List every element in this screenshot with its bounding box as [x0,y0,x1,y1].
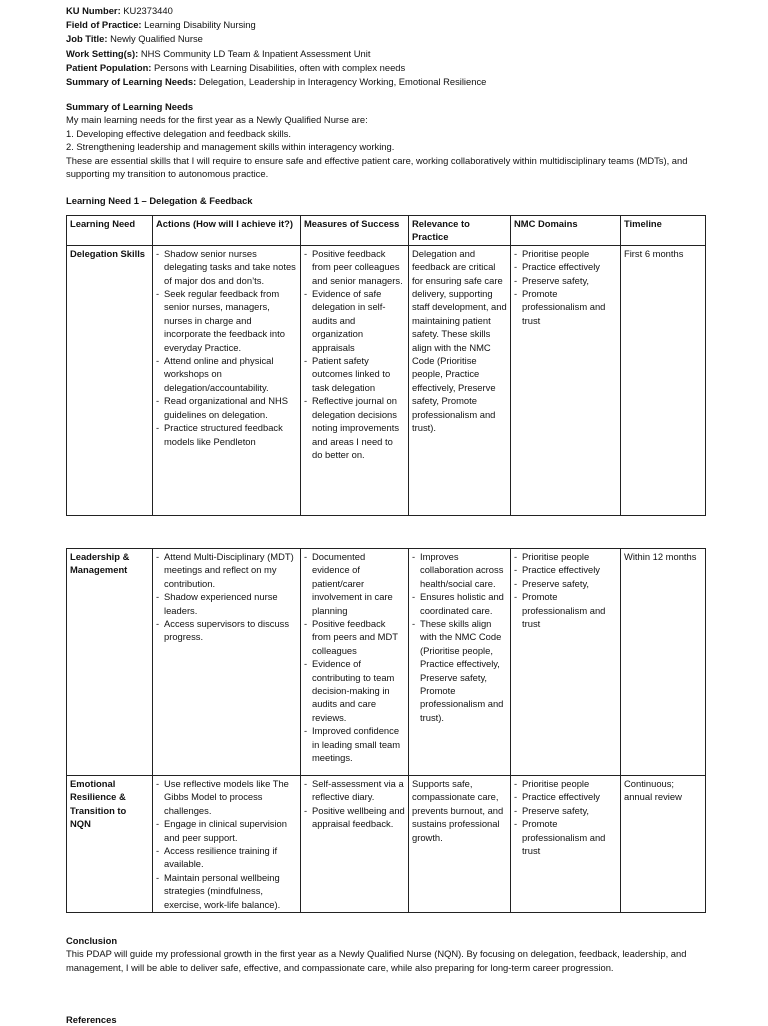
list-item: - Practice structured feedback models like Pendleton [156,421,297,448]
need1-heading: Learning Need 1 – Delegation & Feedback [66,195,253,206]
relevance-cell [409,549,511,776]
population-line: Patient Population: Persons with Learning Disabilities, often with complex needs [66,61,406,73]
list-item: - Reflective journal on delegation decisions noting improvements and areas I need to do better on. [304,394,405,461]
table-row [67,245,706,515]
timeline-cell: Within 12 months [621,549,706,776]
list-item: - Practice effectively [514,790,617,803]
col-header-need: Learning Need [67,216,153,246]
conclusion-heading: Conclusion [66,935,118,946]
bullet-list [514,777,617,857]
nmc-cell [511,245,621,515]
nmc-cell [511,776,621,913]
summary-item-1: 1. Developing effective delegation and feedback skills. [66,127,291,139]
list-item: - Positive wellbeing and appraisal feedback. [304,804,405,831]
conclusion-text: This PDAP will guide my professional growth in the first year as a Newly Qualified Nurse (NQN). By focusing on delegation, feedback, leadership, and management, I will be able to deliver safe, effective, and compassionate care, while also preparing for long-term career progression. [66,948,687,973]
references-heading: References [66,1014,117,1025]
field-line: Field of Practice: Learning Disability Nursing [66,19,256,31]
list-item: - Seek regular feedback from senior nurses, managers, nurses in charge and incorporate the feedback into everyday Practice. [156,287,297,354]
bullet-list [156,777,297,911]
list-item: - Engage in clinical supervision and peer support. [156,817,297,844]
list-item: - Shadow experienced nurse leaders. [156,590,297,617]
bullet-list [304,247,405,462]
list-item: - Positive feedback from peers and MDT colleagues [304,617,405,657]
list-item: - Attend online and physical workshops on delegation/accountability. [156,354,297,394]
bullet-list [412,550,507,724]
col-header-measures: Measures of Success [301,216,409,246]
list-item: - Promote professionalism and trust [514,287,617,327]
list-item: - Maintain personal wellbeing strategies (mindfulness, exercise, work-life balance). [156,871,297,911]
list-item: - Prioritise people [514,777,617,790]
job-title-line: Job Title: Newly Qualified Nurse [66,33,203,45]
table-header-row [67,216,706,246]
list-item: - Access resilience training if available. [156,844,297,871]
need-cell: Leadership & Management [67,549,153,776]
list-item: - Improved confidence in leading small team meetings. [304,724,405,764]
table-row [67,776,706,913]
timeline-cell: First 6 months [621,245,706,515]
list-item: - Preserve safety, [514,804,617,817]
actions-cell [153,776,301,913]
col-header-actions: Actions (How will I achieve it?) [153,216,301,246]
list-item: - Evidence of safe delegation in self-audits and organization appraisals [304,287,405,354]
ku-number-line: KU Number: KU2373440 [66,5,173,16]
timeline-cell: Continuous; annual review [621,776,706,913]
list-item: - Use reflective models like The Gibbs Model to process challenges. [156,777,297,817]
list-item: - Positive feedback from peer colleagues and senior managers. [304,247,405,287]
conclusion-section [66,934,706,974]
list-item: - Improves collaboration across health/social care. [412,550,507,590]
list-item: - Practice effectively [514,260,617,273]
list-item: - Read organizational and NHS guidelines on delegation. [156,394,297,421]
list-item: - Access supervisors to discuss progress. [156,617,297,644]
bullet-list [304,550,405,765]
summary-heading: Summary of Learning Needs [66,101,194,112]
list-item: - Documented evidence of patient/carer involvement in care planning [304,550,405,617]
measures-cell [301,776,409,913]
relevance-cell: Supports safe, compassionate care, prevents burnout, and sustains professional growth. [409,776,511,913]
list-item: - Preserve safety, [514,577,617,590]
list-item: - Self-assessment via a reflective diary. [304,777,405,804]
list-item: - Promote professionalism and trust [514,590,617,630]
list-item: - Practice effectively [514,563,617,576]
actions-cell [153,245,301,515]
bullet-list [156,550,297,644]
list-item: - Evidence of contributing to team decision-making in audits and care reviews. [304,657,405,724]
list-item: - Prioritise people [514,550,617,563]
list-item: - Ensures holistic and coordinated care. [412,590,507,617]
col-header-nmc: NMC Domains [511,216,621,246]
list-item: - Promote professionalism and trust [514,817,617,857]
bullet-list [156,247,297,448]
bullet-list [514,550,617,630]
summary-intro: My main learning needs for the first year as a Newly Qualified Nurse are: [66,114,368,126]
learning-needs-table-2 [66,548,706,913]
nmc-cell [511,549,621,776]
measures-cell [301,549,409,776]
list-item: - Shadow senior nurses delegating tasks and take notes of major dos and don’ts. [156,247,297,287]
summary-closing: These are essential skills that I will require to ensure safe and effective patient care, working collaboratively within multidisciplinary teams (MDTs), and supporting my transition to autonomous practice. [66,154,688,180]
need-cell: Delegation Skills [67,245,153,515]
measures-cell [301,245,409,515]
list-item: - Prioritise people [514,247,617,260]
list-item: - Attend Multi-Disciplinary (MDT) meetings and reflect on my contribution. [156,550,297,590]
actions-cell [153,549,301,776]
list-item: - Patient safety outcomes linked to task delegation [304,354,405,394]
relevance-cell: Delegation and feedback are critical for ensuring safe care delivery, supporting staff development, and maintaining patient safety. These skills align with the NMC Code (Prioritise people, Practice effectively, Preserve safety, Promote professionalism and trust). [409,245,511,515]
summary-needs-line: Summary of Learning Needs: Delegation, Leadership in Interagency Working, Emotional Resilience [66,75,487,87]
col-header-relevance: Relevance to Practice [409,216,511,246]
document-header [66,4,726,89]
summary-section [66,100,706,180]
learning-needs-table-1 [66,215,706,516]
bullet-list [304,777,405,831]
summary-item-2: 2. Strengthening leadership and management skills within interagency working. [66,141,395,153]
table-row [67,549,706,776]
work-setting-line: Work Setting(s): NHS Community LD Team & Inpatient Assessment Unit [66,47,371,59]
list-item: - These skills align with the NMC Code (Prioritise people, Practice effectively, Preserve safety, Promote professionalism and trust). [412,617,507,724]
col-header-timeline: Timeline [621,216,706,246]
bullet-list [514,247,617,327]
list-item: - Preserve safety, [514,274,617,287]
need-cell: Emotional Resilience & Transition to NQN [67,776,153,913]
